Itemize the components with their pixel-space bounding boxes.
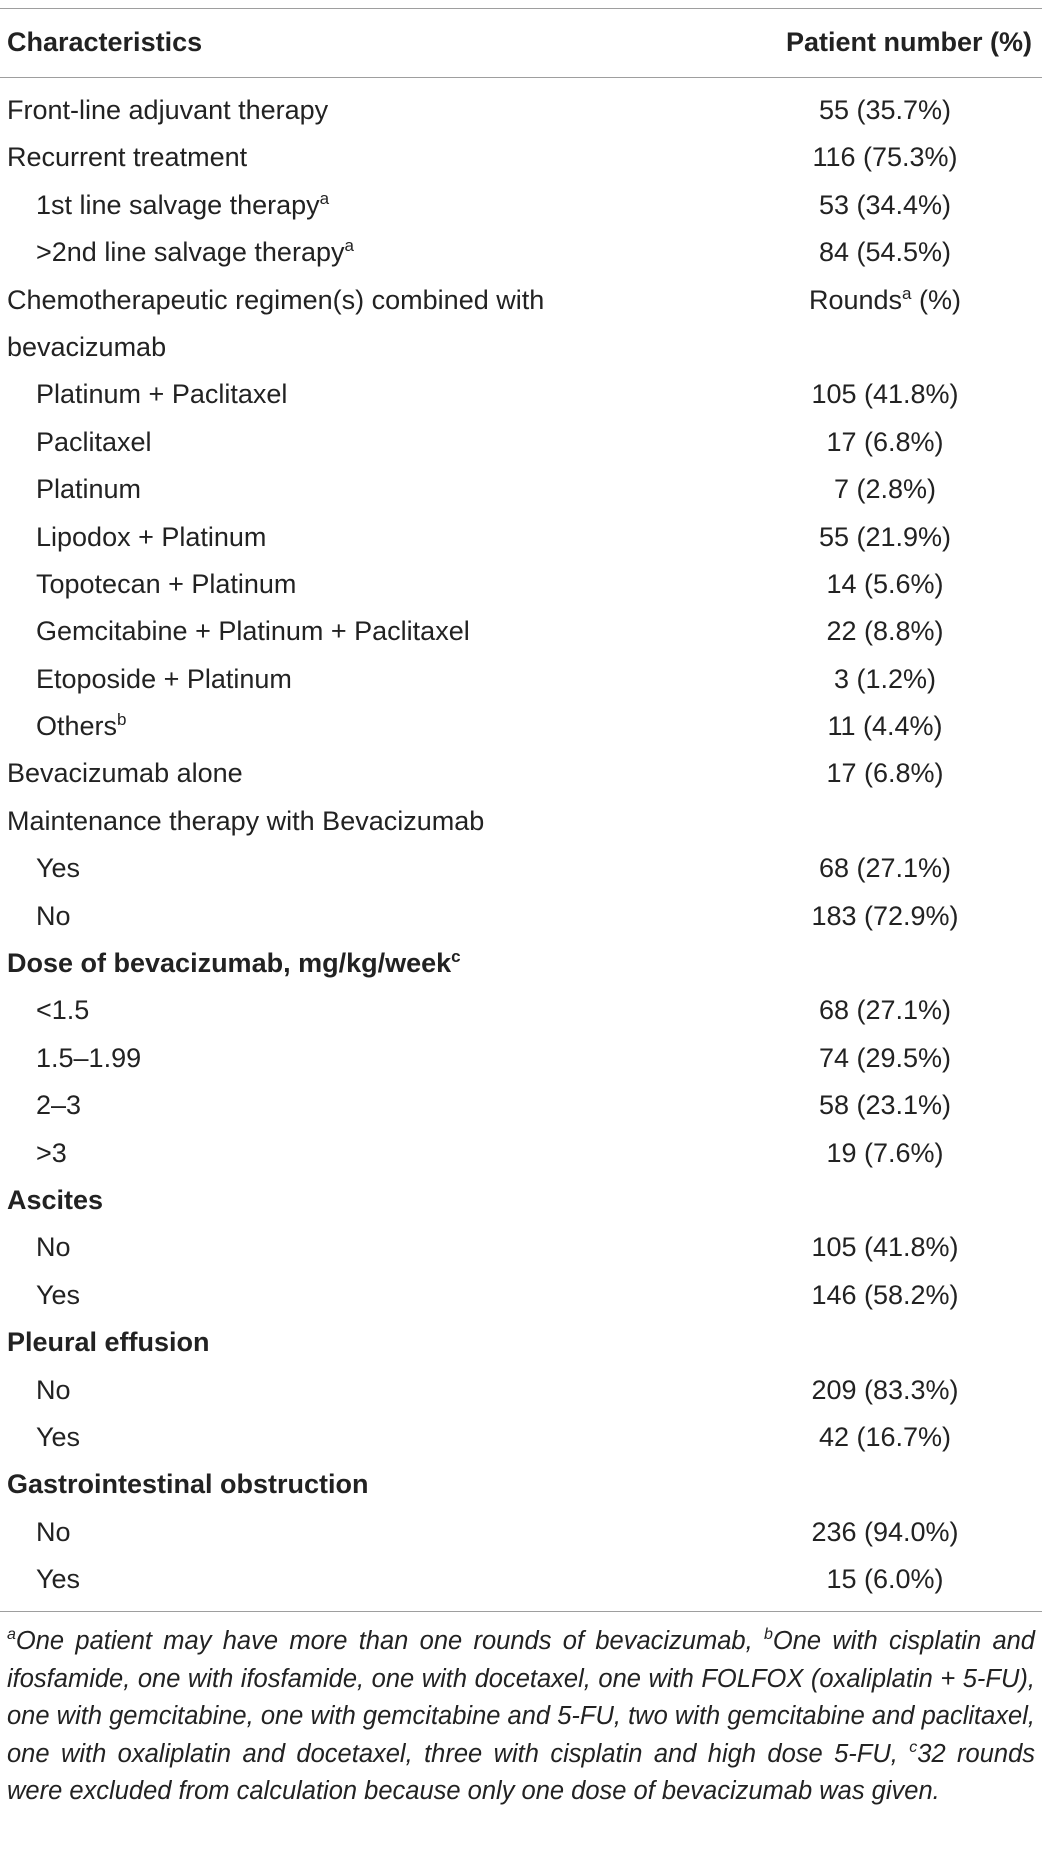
table-row [0,893,1042,940]
row-label [36,608,470,655]
table-top-rule [0,8,1042,9]
row-value-text: 15 (6.0%) [826,1564,944,1595]
table-row [0,1319,1042,1366]
table-row [0,561,1042,608]
row-value-text: 68 (27.1%) [818,853,952,884]
row-label [36,1414,80,1461]
row-label [7,1177,103,1224]
row-label-text: Platinum [36,474,142,505]
row-value [760,466,1010,513]
table-row [0,608,1042,655]
row-label-text: Topotecan + Platinum [36,568,297,599]
row-value-suffix: (%) [911,284,962,315]
row-value [760,1367,1010,1414]
row-value-text: 17 (6.8%) [826,758,944,789]
row-value-text: 236 (94.0%) [811,1516,959,1547]
row-value-text: 84 (54.5%) [818,237,952,268]
row-label-text: Others [36,711,118,742]
row-value [760,87,1010,134]
row-label-text: Maintenance therapy with Bevacizumab [7,805,485,836]
row-label-text: Yes [36,1421,81,1452]
table-footnote [7,1623,1035,1811]
row-value [760,134,1010,181]
row-value-text: 42 (16.7%) [818,1421,952,1452]
row-label [36,419,152,466]
row-label-text: 2–3 [36,1090,82,1121]
row-label [7,940,461,987]
row-label-text: Gemcitabine + Platinum + Paclitaxel [36,616,470,647]
row-label [36,893,71,940]
row-label-text: >3 [36,1137,67,1168]
footnote-mark-c: c [909,1738,918,1756]
row-label-text: Dose of bevacizumab, mg/kg/week [7,948,452,979]
row-value-text: 55 (35.7%) [818,95,952,125]
table-row [0,750,1042,797]
row-label-text: Ascites [7,1185,104,1215]
row-label-text: Front-line adjuvant therapy [7,95,329,125]
row-label-text: 1.5–1.99 [36,1042,142,1073]
row-value-text: 11 (4.4%) [827,711,943,742]
row-label [7,1461,369,1508]
row-label [7,750,243,797]
table-row [0,1177,1042,1224]
table-row [0,703,1042,750]
table-row [0,87,1042,134]
row-value [760,371,1010,418]
row-value-text: 58 (23.1%) [818,1090,952,1121]
row-label-text: Yes [36,1279,81,1310]
row-value [760,1272,1010,1319]
row-value [760,656,1010,703]
row-value-text: 105 (41.8%) [811,1232,959,1263]
row-value [760,1130,1010,1177]
row-label-text: No [36,1516,71,1547]
row-label [7,1319,210,1366]
row-label-text: Paclitaxel [36,426,152,457]
row-value-text: 14 (5.6%) [826,568,944,599]
row-value [760,1224,1010,1271]
table-row [0,229,1042,276]
row-value-text: 146 (58.2%) [811,1279,959,1310]
table-header-rule [0,77,1042,78]
table-row [0,1224,1042,1271]
row-label [36,371,287,418]
row-label-footnote-mark: c [451,947,461,967]
row-label [36,656,292,703]
row-value [760,608,1010,655]
row-value-text: 209 (83.3%) [811,1374,959,1405]
row-label-footnote-mark: a [319,188,330,208]
row-label [7,87,328,134]
row-label [36,514,266,561]
row-label [36,1035,141,1082]
row-label [36,1130,67,1177]
row-label-text: Yes [36,1564,81,1595]
row-value [760,703,1010,750]
row-value-text: 74 (29.5%) [818,1042,952,1073]
table-row [0,182,1042,229]
row-value [760,229,1010,276]
table-row [0,1414,1042,1461]
table-row [0,1130,1042,1177]
row-label-footnote-mark: a [344,236,354,256]
row-label-text: Lipodox + Platinum [36,521,267,552]
row-value [760,845,1010,892]
row-value [760,1556,1010,1603]
row-label [36,466,141,513]
row-value-text: 7 (2.8%) [833,474,937,505]
row-label-text: Platinum + Paclitaxel [36,379,288,410]
header-characteristics: Characteristics [7,27,203,57]
table-bottom-rule [0,1611,1042,1612]
row-value-text: 17 (6.8%) [826,426,944,457]
table-row [0,987,1042,1034]
row-value [760,987,1010,1034]
table-row [0,1556,1042,1603]
table-row [0,845,1042,892]
row-label [36,1082,81,1129]
row-value-text: Rounds [808,284,903,315]
row-label [36,1556,80,1603]
table-row [0,940,1042,987]
row-value-text: 105 (41.8%) [811,379,959,410]
row-label [36,561,296,608]
table-row [0,1272,1042,1319]
row-value [760,1082,1010,1129]
row-value [760,419,1010,466]
row-label [7,134,247,181]
table-row [0,1082,1042,1129]
row-value [760,1035,1010,1082]
row-label [36,1367,71,1414]
table-row [0,514,1042,561]
table-row [0,1509,1042,1556]
table-row [0,656,1042,703]
row-value-text: 116 (75.3%) [812,142,958,173]
row-label [36,987,89,1034]
row-label-text: Yes [36,853,81,884]
row-value [760,1509,1010,1556]
row-value [760,750,1010,797]
table-row [0,277,1042,372]
row-label [36,1224,71,1271]
row-value-footnote-mark: a [902,283,912,303]
row-label-text: Etoposide + Platinum [36,663,292,694]
table-row [0,466,1042,513]
row-label-text: <1.5 [36,995,90,1026]
row-label-text: No [36,900,71,931]
row-value-text: 183 (72.9%) [811,900,959,931]
row-label [36,1272,80,1319]
row-label [36,845,80,892]
row-label [36,703,127,750]
row-value-text: 55 (21.9%) [818,521,952,552]
row-label-text: Pleural effusion [7,1327,210,1358]
row-value [760,182,1010,229]
row-label [7,798,484,845]
table-row [0,1035,1042,1082]
table-row [0,1367,1042,1414]
table-row [0,134,1042,181]
table-row [0,371,1042,418]
row-value-text: 3 (1.2%) [833,663,937,694]
row-value [760,893,1010,940]
row-value-text: 68 (27.1%) [818,995,952,1026]
table-body [0,87,1042,1604]
row-value [760,277,1010,324]
footnote-c-text: 32 rounds were excluded from calculation because only one dose of bevacizumab was given. [7,1739,1035,1805]
row-value-text: 53 (34.4%) [818,189,952,220]
row-value [760,514,1010,561]
table-row [0,419,1042,466]
row-label-text: No [36,1232,71,1263]
row-label [7,277,607,371]
row-value-text: 22 (8.8%) [826,616,944,647]
row-label-text: Chemotherapeutic regimen(s) combined with bevacizumab [7,284,545,362]
table-header-row [0,22,1042,62]
row-value [760,561,1010,608]
row-label-text: No [36,1374,71,1405]
table-row [0,1461,1042,1508]
header-patient-number: Patient number (%) [785,27,1032,57]
row-label-text: Recurrent treatment [7,142,248,173]
footnote-mark-b: b [763,1626,773,1643]
row-label [36,182,329,229]
footnote-mark-a: a [7,1626,16,1643]
row-value-text: 19 (7.6%) [826,1137,944,1168]
row-label [36,229,354,276]
row-label-text: Bevacizumab alone [7,758,243,789]
table-row [0,798,1042,845]
row-value [760,1414,1010,1461]
footnote-a-text: One patient may have more than one rounds of bevacizumab, [15,1627,764,1655]
row-label-text: Gastrointestinal obstruction [7,1469,369,1500]
row-label-footnote-mark: b [117,710,127,730]
row-label [36,1509,71,1556]
footnote-b-text: One with cisplatin and ifosfamide, one with ifosfamide, one with docetaxel, one with FOLFOX (oxaliplatin + 5-FU), one with gemcitabine, one with gemcitabine and 5-FU, two with gemcitabine and paclitaxel, one with oxaliplatin and docetaxel, three with cisplatin and high dose 5-FU, [7,1627,1035,1768]
row-label-text: >2nd line salvage therapy [36,237,345,268]
row-label-text: 1st line salvage therapy [36,189,320,220]
